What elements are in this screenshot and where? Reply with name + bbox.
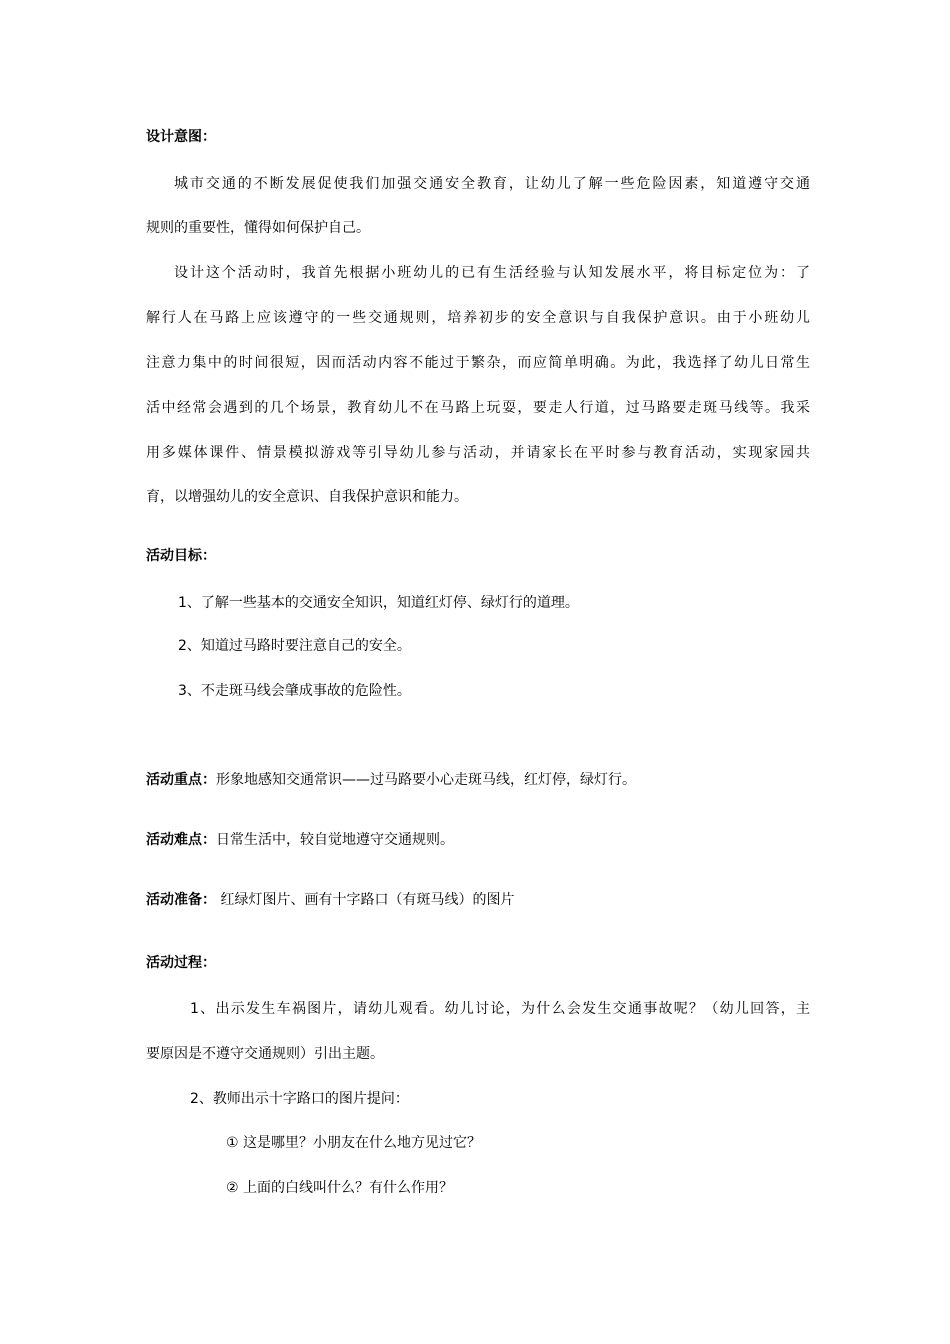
difficulty-label: 活动难点： bbox=[146, 832, 216, 848]
design-intent-p2-line2: 解行人在马路上应该遵守的一些交通规则，培养初步的安全意识与自我保护意识。由于小班幼儿 bbox=[146, 310, 810, 326]
design-intent-p2-line6: 育，以增强幼儿的安全意识、自我保护意识和能力。 bbox=[146, 489, 468, 505]
process-question-1: ① 这是哪里？小朋友在什么地方见过它？ bbox=[226, 1135, 481, 1151]
key-point bbox=[146, 770, 636, 790]
design-intent-heading: 设计意图： bbox=[146, 129, 216, 145]
process-heading: 活动过程： bbox=[146, 955, 216, 971]
goal-item: 3、不走斑马线会肇成事故的危险性。 bbox=[178, 683, 411, 699]
process-step2: 2、教师出示十字路口的图片提问： bbox=[190, 1091, 409, 1107]
preparation bbox=[146, 890, 514, 910]
difficulty bbox=[146, 830, 454, 850]
process-step1-line1: 1、出示发生车祸图片，请幼儿观看。幼儿讨论，为什么会发生交通事故呢？（幼儿回答，主 bbox=[190, 1001, 810, 1017]
process-question-2: ② 上面的白线叫什么？有什么作用？ bbox=[226, 1180, 454, 1196]
design-intent-p1-line2: 规则的重要性，懂得如何保护自己。 bbox=[146, 220, 370, 236]
goals-heading: 活动目标： bbox=[146, 548, 216, 564]
design-intent-p2-line5: 用多媒体课件、情景模拟游戏等引导幼儿参与活动，并请家长在平时参与教育活动，实现家园共 bbox=[146, 445, 810, 461]
process-step1-line2: 要原因是不遵守交通规则）引出主题。 bbox=[146, 1046, 384, 1062]
goal-item: 1、了解一些基本的交通安全知识，知道红灯停、绿灯行的道理。 bbox=[178, 595, 579, 611]
key-point-label: 活动重点： bbox=[146, 772, 216, 788]
design-intent-p2-line1: 设计这个活动时，我首先根据小班幼儿的已有生活经验与认知发展水平，将目标定位为：了 bbox=[174, 265, 810, 281]
design-intent-p2-line3: 注意力集中的时间很短，因而活动内容不能过于繁杂，而应简单明确。为此，我选择了幼儿日常生 bbox=[146, 355, 810, 371]
key-point-text: 形象地感知交通常识——过马路要小心走斑马线，红灯停，绿灯行。 bbox=[216, 772, 636, 788]
design-intent-p1-line1: 城市交通的不断发展促使我们加强交通安全教育，让幼儿了解一些危险因素，知道遵守交通 bbox=[174, 176, 810, 192]
preparation-text: 红绿灯图片、画有十字路口（有斑马线）的图片 bbox=[216, 892, 515, 908]
difficulty-text: 日常生活中，较自觉地遵守交通规则。 bbox=[216, 832, 454, 848]
preparation-label: 活动准备： bbox=[146, 892, 216, 908]
design-intent-p2-line4: 活中经常会遇到的几个场景，教育幼儿不在马路上玩耍，要走人行道，过马路要走斑马线等。我采 bbox=[146, 400, 810, 416]
goal-item: 2、知道过马路时要注意自己的安全。 bbox=[178, 638, 411, 654]
